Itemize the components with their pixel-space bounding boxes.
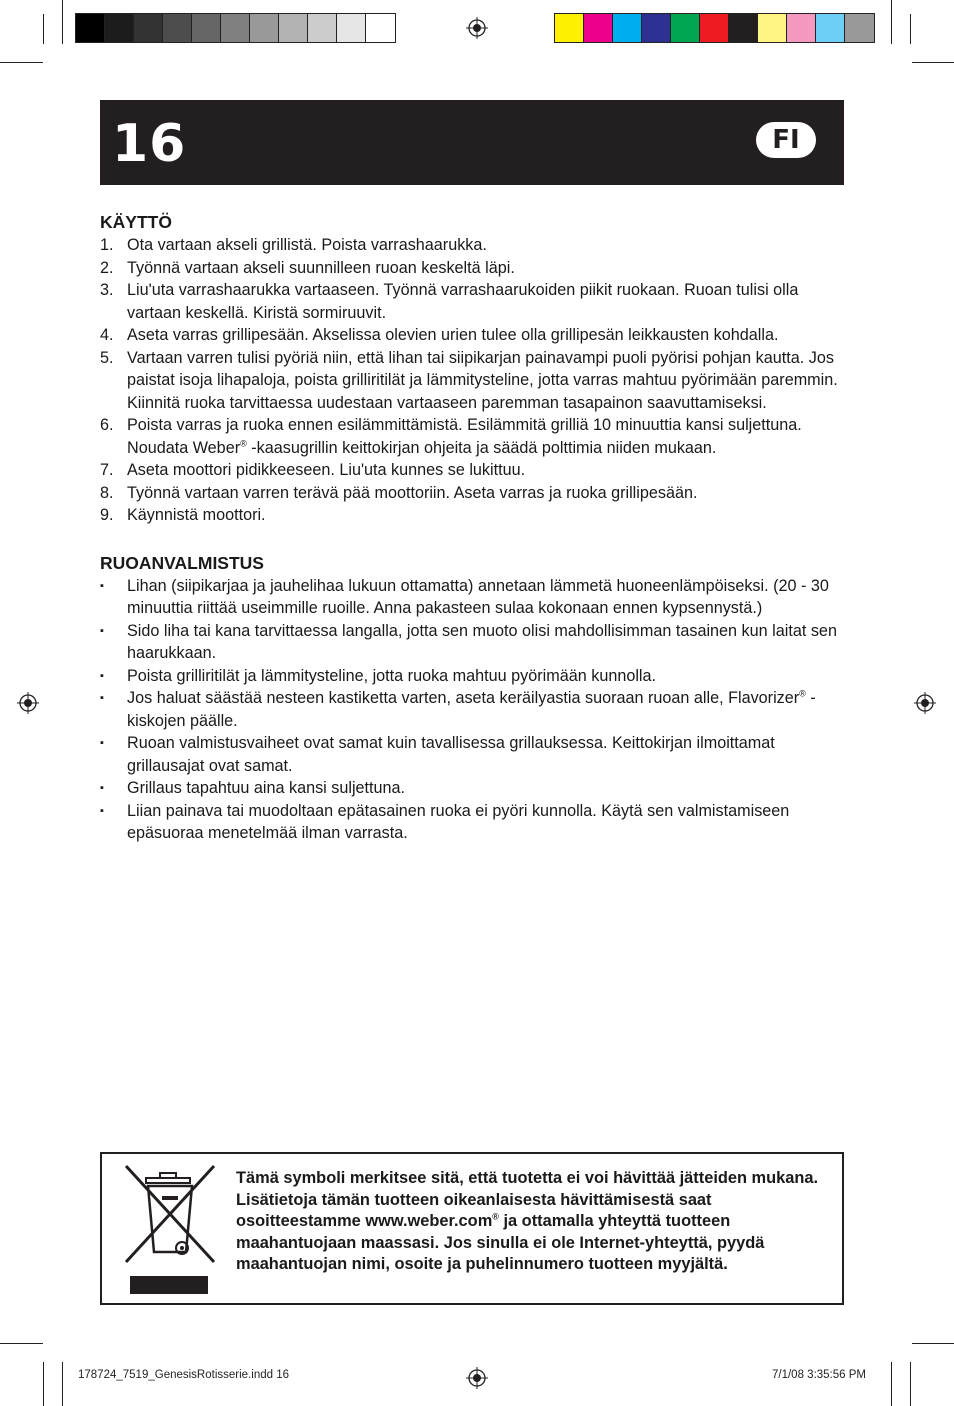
list-item-number: 5. bbox=[100, 348, 114, 367]
bullet-icon: ▪ bbox=[100, 804, 104, 817]
color-swatch bbox=[192, 14, 221, 42]
list-item bbox=[100, 347, 844, 415]
crop-mark bbox=[910, 1362, 911, 1406]
list-item bbox=[100, 459, 844, 482]
list-item bbox=[100, 687, 844, 732]
list-item bbox=[100, 482, 844, 505]
list-item-text: Lihan (siipikarjaa ja jauhelihaa lukuun ottamatta) annetaan lämmetä huoneenlämpöiseksi. (20 - 30 minuuttia riittää useimmille ruoille. Anna pakasteen sulaa kokonaan ennen kypsennystä.) bbox=[127, 576, 829, 617]
registration-mark-icon bbox=[466, 17, 488, 39]
file-info: 178724_7519_GenesisRotisserie.indd 16 bbox=[78, 1369, 289, 1381]
list-item-text: Aseta varras grillipesään. Akselissa olevien urien tulee olla grillipesän leikkausten kohdalla. bbox=[127, 326, 779, 344]
color-swatch bbox=[845, 14, 874, 42]
color-swatch bbox=[729, 14, 758, 42]
list-item bbox=[100, 732, 844, 777]
bullet-icon: ▪ bbox=[100, 669, 104, 682]
list-item bbox=[100, 279, 844, 324]
list-item-text: Sido liha tai kana tarvittaessa langalla, jotta sen muoto olisi mahdollisimman tasainen kun laitat sen haarukkaan. bbox=[127, 621, 837, 662]
language-badge: FI bbox=[756, 122, 816, 158]
main-content bbox=[100, 210, 844, 845]
timestamp: 7/1/08 3:35:56 PM bbox=[772, 1369, 866, 1381]
list-item-text: Liian painava tai muodoltaan epätasainen ruoka ei pyöri kunnolla. Käytä sen valmistamiseen epäsuoraa menetelmää ilman varrasta. bbox=[127, 801, 790, 842]
bullet-icon: ▪ bbox=[100, 624, 104, 637]
color-swatch bbox=[337, 14, 366, 42]
list-item-number: 7. bbox=[100, 461, 114, 479]
list-item-text: Liu'uta varrashaarukka vartaaseen. Työnnä varrashaarukoiden piikit ruokaan. Ruoan tulisi olla vartaan keskellä. Kiristä sormiruuvit. bbox=[127, 281, 799, 322]
color-swatch bbox=[163, 14, 192, 42]
list-item-text: Työnnä vartaan varren terävä pää moottoriin. Aseta varras ja ruoka grillipesään. bbox=[127, 483, 698, 502]
list-item-text: Grillaus tapahtuu aina kansi suljettuna. bbox=[127, 779, 406, 797]
grayscale-color-bar bbox=[75, 13, 396, 43]
list-item-text: Poista grilliritilät ja lämmitysteline, jotta ruoka mahtuu pyörimään kunnolla. bbox=[127, 666, 657, 685]
bullet-icon: ▪ bbox=[100, 692, 104, 704]
color-swatch bbox=[816, 14, 845, 42]
crop-mark bbox=[0, 62, 43, 63]
color-swatch bbox=[787, 14, 816, 42]
list-item bbox=[100, 234, 844, 257]
process-color-bar bbox=[554, 13, 875, 43]
color-swatch bbox=[671, 14, 700, 42]
crop-mark bbox=[43, 1362, 44, 1406]
list-item-number: 1. bbox=[100, 236, 114, 254]
color-swatch bbox=[584, 14, 613, 42]
list-item-number: 6. bbox=[100, 416, 114, 434]
list-item bbox=[100, 777, 844, 800]
crop-mark bbox=[891, 1362, 892, 1406]
list-item bbox=[100, 414, 844, 459]
list-item-text: Työnnä vartaan akseli suunnilleen ruoan keskeltä läpi. bbox=[127, 258, 515, 277]
color-swatch bbox=[250, 14, 279, 42]
list-item-text: Aseta moottori pidikkeeseen. Liu'uta kunnes se lukittuu. bbox=[127, 461, 526, 479]
list-item-number: 9. bbox=[100, 506, 114, 524]
list-item-number: 8. bbox=[100, 483, 114, 502]
list-item bbox=[100, 324, 844, 347]
color-swatch bbox=[613, 14, 642, 42]
list-item bbox=[100, 575, 844, 620]
color-swatch bbox=[555, 14, 584, 42]
crop-mark bbox=[912, 1343, 954, 1344]
color-swatch bbox=[758, 14, 787, 42]
list-item bbox=[100, 257, 844, 280]
crop-mark bbox=[891, 0, 892, 44]
crop-mark bbox=[0, 1343, 43, 1344]
color-swatch bbox=[134, 14, 163, 42]
list-item-number: 3. bbox=[100, 281, 114, 299]
use-steps-list bbox=[100, 234, 844, 527]
list-item bbox=[100, 620, 844, 665]
crop-mark bbox=[910, 14, 911, 44]
registration-mark-icon bbox=[466, 1367, 488, 1389]
bullet-icon: ▪ bbox=[100, 782, 104, 794]
crop-mark bbox=[912, 62, 954, 63]
crop-mark bbox=[62, 0, 63, 44]
cooking-tips-list bbox=[100, 575, 844, 845]
color-swatch bbox=[279, 14, 308, 42]
list-item bbox=[100, 504, 844, 527]
list-item bbox=[100, 800, 844, 845]
list-item-number: 4. bbox=[100, 326, 114, 344]
registration-mark-icon bbox=[914, 692, 936, 714]
list-item-text: Ota vartaan akseli grillistä. Poista varrashaarukka. bbox=[127, 236, 487, 254]
page-number: 16 bbox=[112, 114, 187, 174]
color-swatch bbox=[700, 14, 729, 42]
list-item-text: Poista varras ja ruoka ennen esilämmittämistä. Esilämmitä grilliä 10 minuuttia kansi suljettuna. Noudata Weber® -kaasugrillin keittokirjan ohjeita ja säädä polttimia niiden mukaan. bbox=[127, 416, 802, 457]
crossed-out-wheelie-bin-icon bbox=[120, 1162, 220, 1296]
section-title-use: KÄYTTÖ bbox=[100, 212, 172, 232]
color-swatch bbox=[105, 14, 134, 42]
list-item-text: Jos haluat säästää nesteen kastiketta varten, aseta keräilyastia suoraan ruoan alle, Flavorizer® -kiskojen päälle. bbox=[127, 688, 816, 730]
page-header-band bbox=[100, 100, 844, 185]
bullet-icon: ▪ bbox=[100, 737, 104, 749]
list-item-text: Käynnistä moottori. bbox=[127, 506, 266, 524]
list-item bbox=[100, 665, 844, 688]
list-item-text: Vartaan varren tulisi pyöriä niin, että lihan tai siipikarjan painavampi puoli pyörisi pohjan kautta. Jos paistat isoja lihapaloja, poista grilliritilät ja lämmitysteline, jotta varras mahtuu pyörimään paremmin. Kiinnitä ruoka tarvittaessa uudestaan vartaaseen paremman tasapainon saavuttamiseksi. bbox=[127, 348, 838, 412]
list-item-text: Ruoan valmistusvaiheet ovat samat kuin tavallisessa grillauksessa. Keittokirjan ilmoittamat grillausajat ovat samat. bbox=[127, 734, 775, 775]
color-swatch bbox=[76, 14, 105, 42]
color-swatch bbox=[366, 14, 395, 42]
section-title-cooking: RUOANVALMISTUS bbox=[100, 552, 264, 573]
bullet-icon: ▪ bbox=[100, 579, 104, 592]
color-swatch bbox=[308, 14, 337, 42]
color-swatch bbox=[642, 14, 671, 42]
registration-mark-icon bbox=[17, 692, 39, 714]
disposal-notice-box bbox=[100, 1152, 844, 1305]
disposal-notice-text: Tämä symboli merkitsee sitä, että tuotetta ei voi hävittää jätteiden mukana. Lisätietoja tämän tuotteen oikeanlaisesta hävittämisestä saat osoitteestamme www.weber.com® ja ottamalla yhteyttä tuotteen maahantuojaan maassasi. Jos sinulla ei ole Internet-yhteyttä, pyydä maahantuojan nimi, osoite ja puhelinnumero tuotteen myyjältä. bbox=[236, 1169, 819, 1273]
crop-mark bbox=[43, 14, 44, 44]
color-swatch bbox=[221, 14, 250, 42]
list-item-number: 2. bbox=[100, 258, 114, 277]
crop-mark bbox=[62, 1362, 63, 1406]
